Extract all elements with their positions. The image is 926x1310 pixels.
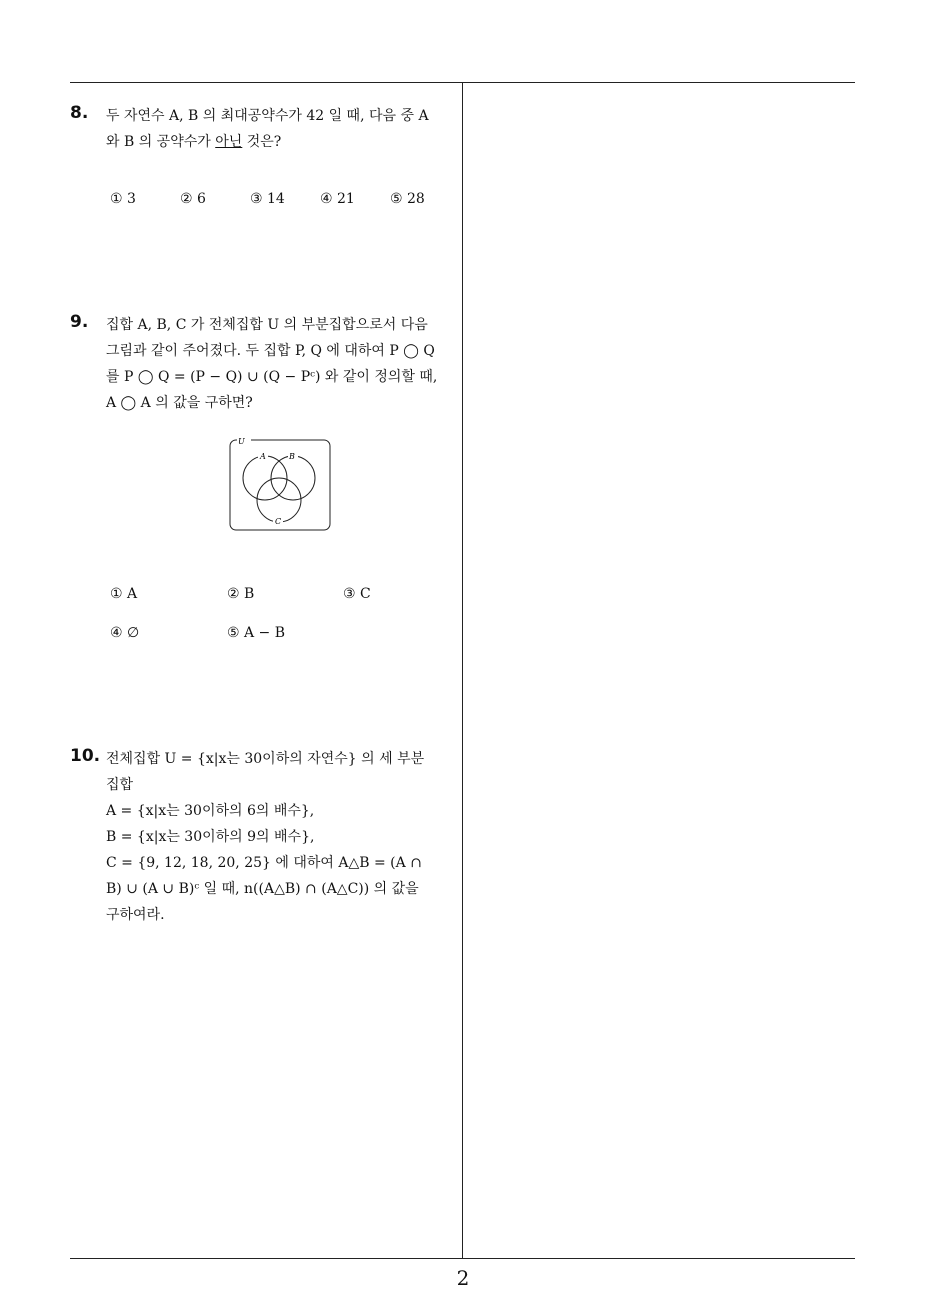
question-line: 와 B 의 공약수가 아닌 것은? bbox=[106, 134, 282, 150]
universe-label: U bbox=[238, 438, 245, 446]
question-line: 집합 A, B, C 가 전체집합 U 의 부분집합으로서 다음 bbox=[106, 317, 428, 333]
question-line: 를 P ◯ Q = (P − Q) ∪ (Q − Pᶜ) 와 같이 정의할 때, bbox=[106, 369, 438, 385]
venn-diagram bbox=[228, 438, 332, 532]
question-line: B) ∪ (A ∪ B)ᶜ 일 때, n((A△B) ∩ (A△C)) 의 값을 bbox=[106, 881, 419, 897]
choice-4[interactable]: ④ ∅ bbox=[110, 625, 140, 641]
footer-rule bbox=[70, 1258, 855, 1259]
question-number: 8. bbox=[70, 103, 89, 123]
question-line: 전체집합 U = {x|x는 30이하의 자연수} 의 세 부분 bbox=[106, 751, 425, 767]
set-b-label: B bbox=[289, 452, 295, 461]
choice-1[interactable]: ① 3 bbox=[110, 191, 136, 207]
choice-1[interactable]: ① A bbox=[110, 586, 138, 602]
question-line: 구하여라. bbox=[106, 907, 165, 923]
answer-choices bbox=[110, 191, 450, 215]
choice-5[interactable]: ⑤ A − B bbox=[227, 625, 286, 641]
set-a-label: A bbox=[260, 452, 266, 461]
choice-3[interactable]: ③ 14 bbox=[250, 191, 285, 207]
question-line: 두 자연수 A, B 의 최대공약수가 42 일 때, 다음 중 A bbox=[106, 108, 429, 124]
set-c-label: C bbox=[275, 517, 282, 526]
question-line: C = {9, 12, 18, 20, 25} 에 대하여 A△B = (A ∩ bbox=[106, 855, 422, 871]
question-line: 집합 bbox=[106, 777, 134, 793]
question-9 bbox=[70, 312, 456, 652]
answer-choices bbox=[110, 586, 450, 650]
question-line: A ◯ A 의 값을 구하면? bbox=[106, 395, 253, 411]
choice-3[interactable]: ③ C bbox=[343, 586, 371, 602]
choice-2[interactable]: ② 6 bbox=[180, 191, 206, 207]
question-10 bbox=[70, 746, 456, 936]
question-text bbox=[106, 746, 456, 928]
choice-5[interactable]: ⑤ 28 bbox=[390, 191, 425, 207]
question-8 bbox=[70, 103, 456, 223]
question-line: B = {x|x는 30이하의 9의 배수}, bbox=[106, 829, 315, 845]
question-line: 그림과 같이 주어졌다. 두 집합 P, Q 에 대하여 P ◯ Q bbox=[106, 343, 435, 359]
question-number: 10. bbox=[70, 746, 101, 766]
choice-4[interactable]: ④ 21 bbox=[320, 191, 355, 207]
question-number: 9. bbox=[70, 312, 89, 332]
question-text bbox=[106, 103, 456, 155]
choice-2[interactable]: ② B bbox=[227, 586, 255, 602]
emphasis-underline: 아닌 bbox=[215, 134, 243, 150]
column-divider bbox=[462, 82, 463, 1258]
question-line: A = {x|x는 30이하의 6의 배수}, bbox=[106, 803, 315, 819]
page-number: 2 bbox=[456, 1266, 470, 1290]
question-text bbox=[106, 312, 456, 416]
